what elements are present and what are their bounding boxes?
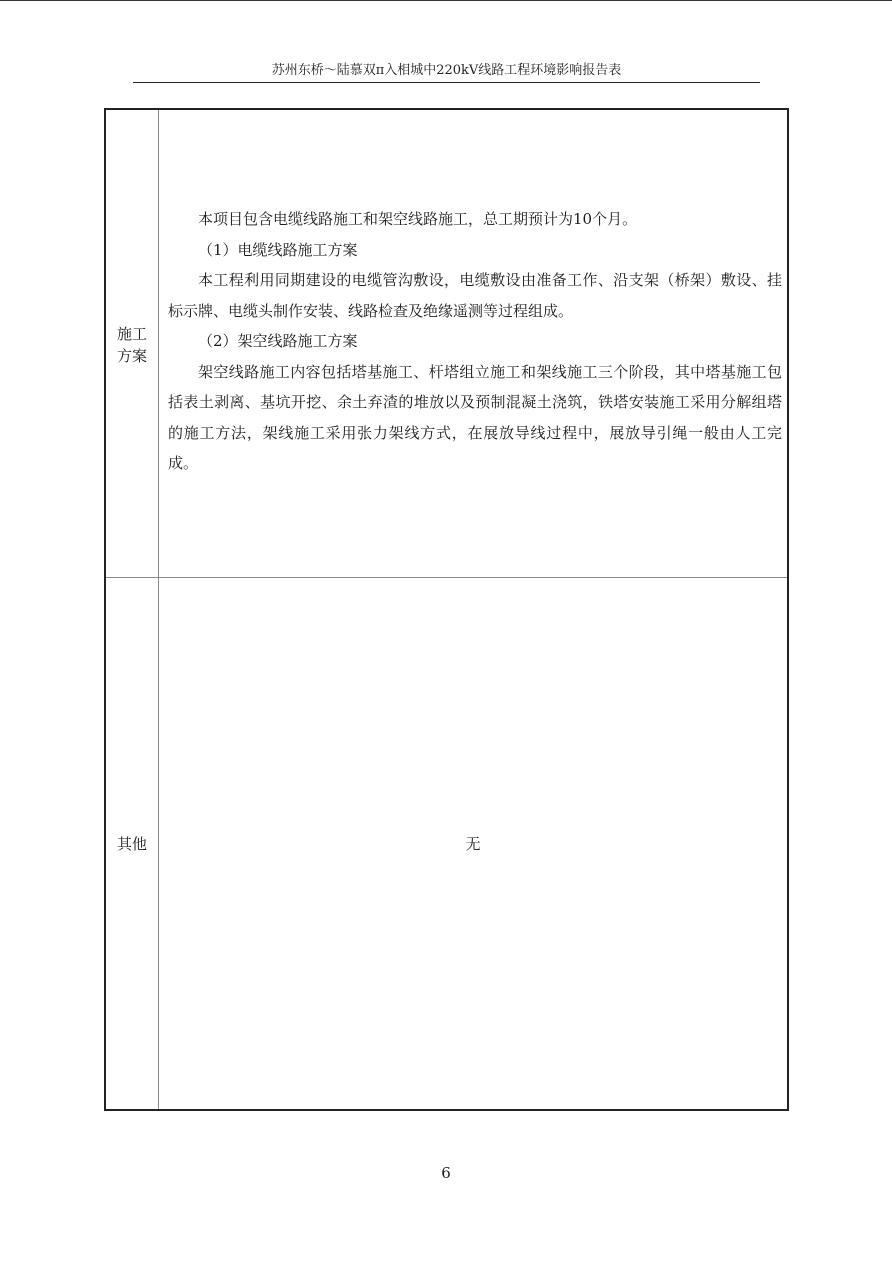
label-line: 施工: [116, 325, 147, 343]
row-label-other: 其他: [116, 835, 147, 853]
paragraph: （1）电缆线路施工方案: [198, 240, 358, 259]
paragraph: 本项目包含电缆线路施工和架空线路施工，总工期预计为10个月。: [198, 210, 638, 228]
page-number: 6: [441, 1164, 451, 1182]
row-divider: [106, 577, 787, 578]
construction-plan-content: [168, 204, 782, 479]
header-rule: [133, 82, 760, 83]
page-header: 苏州东桥～陆慕双π入相城中220kV线路工程环境影响报告表: [271, 63, 622, 78]
other-value: 无: [465, 835, 481, 853]
row-label-construction-plan: [106, 323, 158, 367]
page-top-border: [0, 0, 892, 1]
paragraph: （2）架空线路施工方案: [198, 332, 358, 350]
paragraph: 架空线路施工内容包括塔基施工、杆塔组立施工和架线施工三个阶段，其中塔基施工包括表土剥离、基坑开挖、余土弃渣的堆放以及预制混凝土浇筑，铁塔安装施工采用分解组塔的施工方法，架线施工采用张力架线方式，在展放导线过程中，展放导引绳一般由人工完成。: [168, 362, 782, 472]
column-divider: [158, 110, 159, 1109]
paragraph: 本工程利用同期建设的电缆管沟敷设，电缆敷设由准备工作、沿支架（桥架）敷设、挂标示牌、电缆头制作安装、线路检查及绝缘遥测等过程组成。: [168, 271, 782, 320]
label-line: 方案: [116, 347, 147, 365]
report-table: [104, 108, 789, 1111]
